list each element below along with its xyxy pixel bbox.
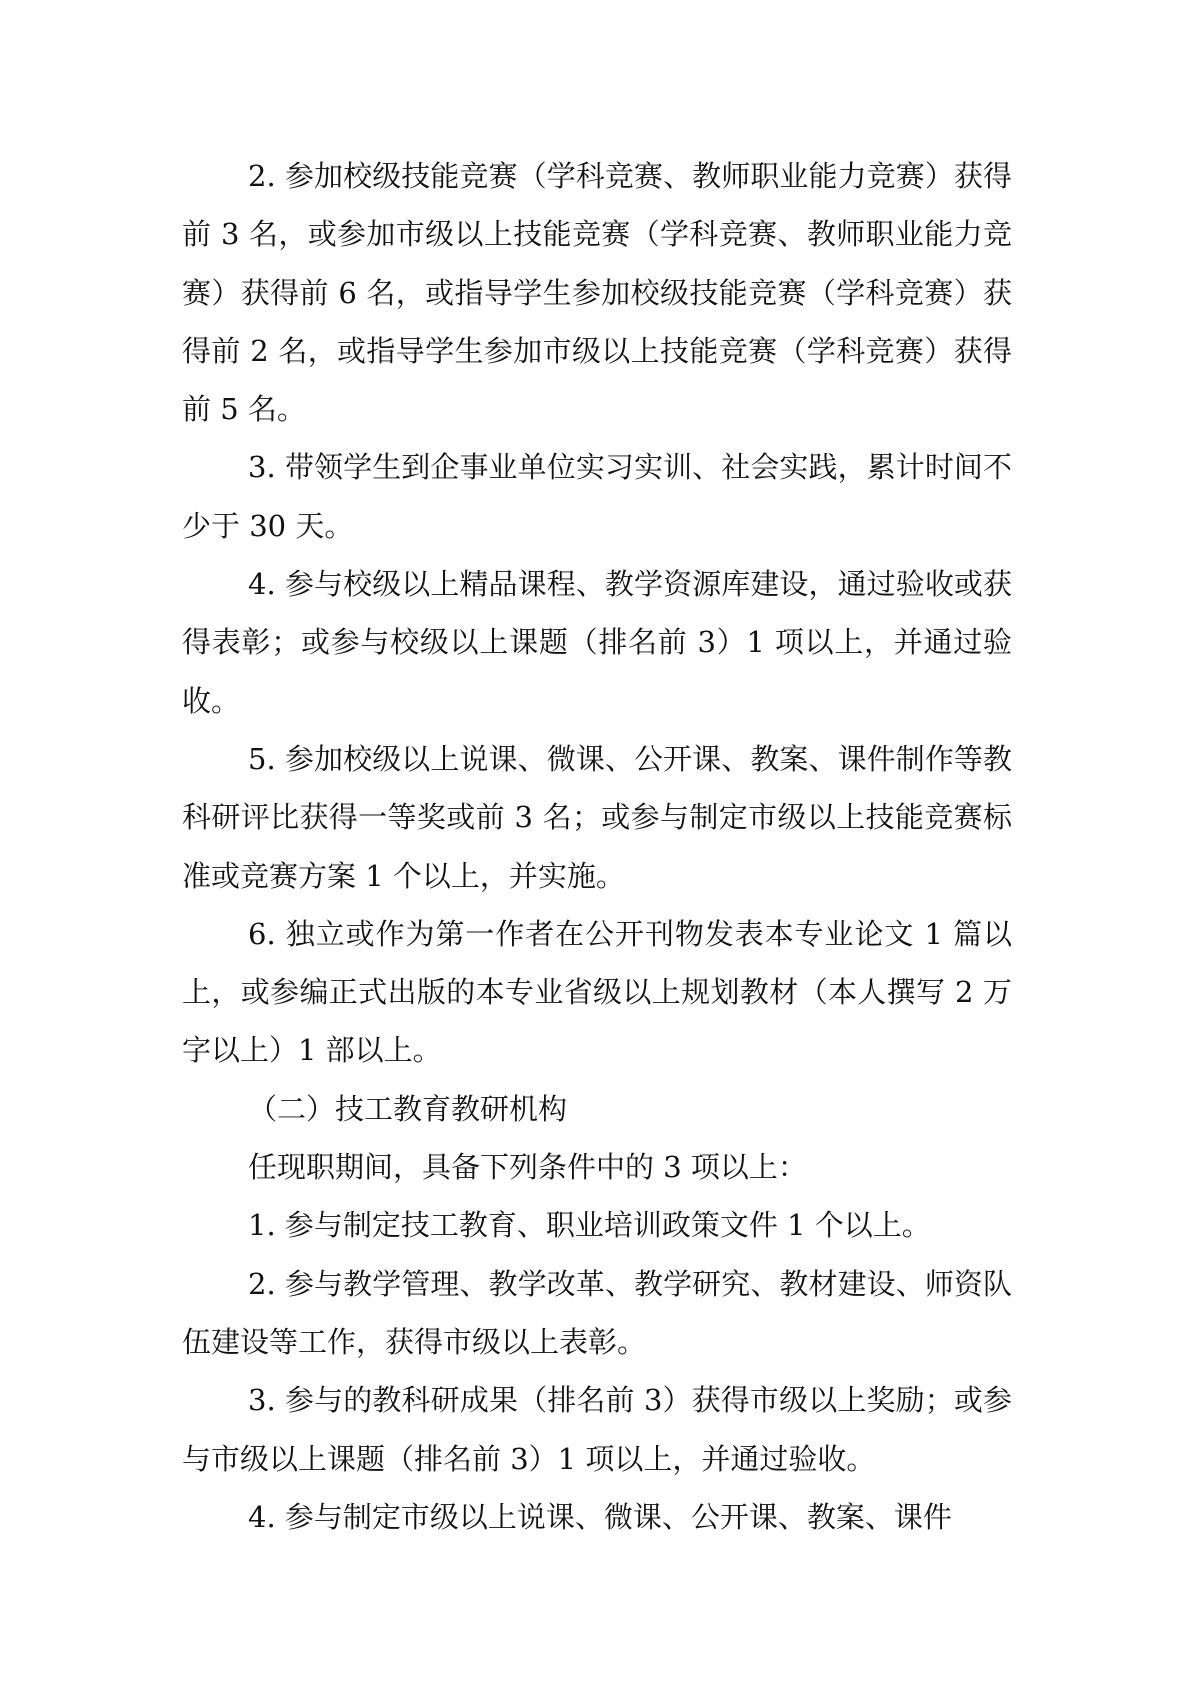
document-body: [182, 147, 1012, 1546]
paragraph-item-3-internship: 3. 带领学生到企事业单位实习实训、社会实践，累计时间不少于 30 天。: [182, 450, 1012, 543]
list-item-standards: 4. 参与制定市级以上说课、微课、公开课、教案、课件: [248, 1499, 952, 1534]
list-item-policy: 1. 参与制定技工教育、职业培训政策文件 1 个以上。: [248, 1208, 931, 1243]
paragraph-item-5-lectures: 5. 参加校级以上说课、微课、公开课、教案、课件制作等教科研评比获得一等奖或前 3 名；或参与制定市级以上技能竞赛标准或竞赛方案 1 个以上，并实施。: [182, 741, 1012, 893]
paragraph-item-6-publications: 6. 独立或作为第一作者在公开刊物发表本专业论文 1 篇以上，或参编正式出版的本专业省级以上规划教材（本人撰写 2 万字以上）1 部以上。: [182, 916, 1012, 1068]
paragraph-item-2-competitions: 2. 参加校级技能竞赛（学科竞赛、教师职业能力竞赛）获得前 3 名，或参加市级以上技能竞赛（学科竞赛、教师职业能力竞赛）获得前 6 名，或指导学生参加校级技能竞赛（学科竞赛）获得前 2 名，或指导学生参加市级以上技能竞赛（学科竞赛）获得前 5 名。: [182, 159, 1012, 427]
list-item-management: 2. 参与教学管理、教学改革、教学研究、教材建设、师资队伍建设等工作，获得市级以上表彰。: [182, 1266, 1012, 1359]
list-item-research: 3. 参与的教科研成果（排名前 3）获得市级以上奖励；或参与市级以上课题（排名前 3）1 项以上，并通过验收。: [182, 1383, 1012, 1476]
paragraph-item-4-courses: 4. 参与校级以上精品课程、教学资源库建设，通过验收或获得表彰；或参与校级以上课题（排名前 3）1 项以上，并通过验收。: [182, 567, 1012, 718]
section-intro: 任现职期间，具备下列条件中的 3 项以上：: [248, 1150, 807, 1185]
section-heading: （二）技工教育教研机构: [248, 1091, 568, 1126]
